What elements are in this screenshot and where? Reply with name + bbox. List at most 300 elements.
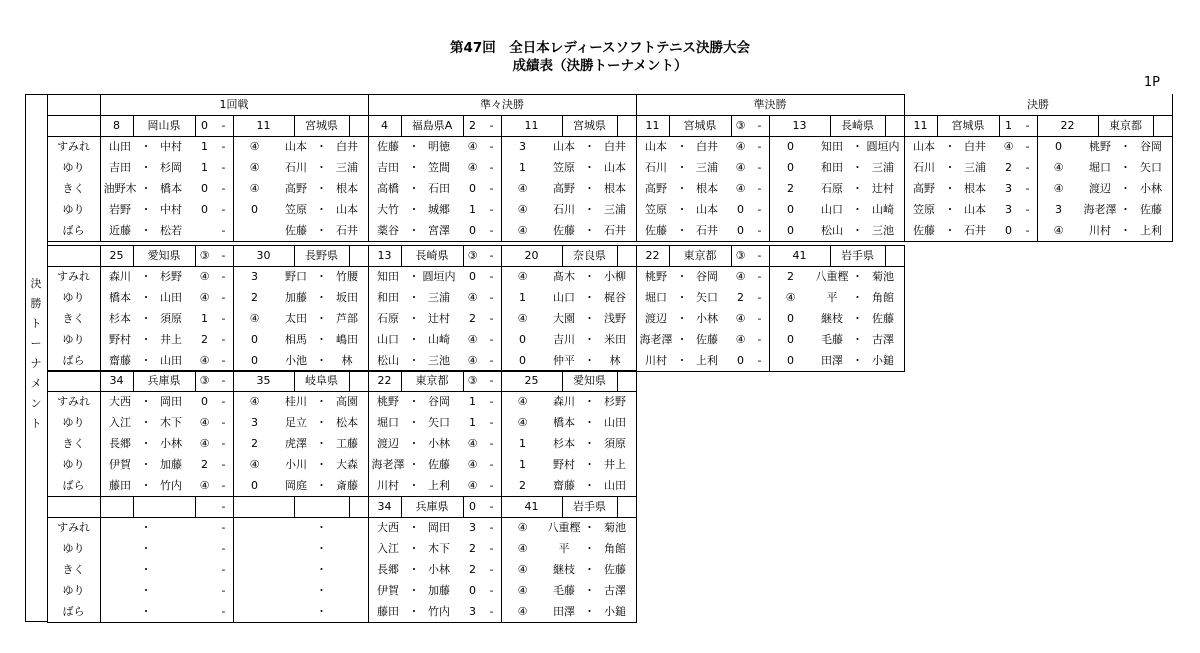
match-border xyxy=(1172,115,1173,241)
player-name: 斎藤 xyxy=(336,478,358,492)
dot-separator: ・ xyxy=(140,202,152,216)
row-label: ゆり xyxy=(62,457,85,471)
team-left-score: ③ xyxy=(735,248,746,262)
match-header-divider xyxy=(617,370,618,391)
player-name: 橋本 xyxy=(553,415,575,429)
dot-separator: ・ xyxy=(852,332,863,346)
round-header: 決勝 xyxy=(1027,97,1049,111)
player-name: 佐藤 xyxy=(553,223,575,237)
game-score: ④ xyxy=(249,457,260,471)
player-name: 白井 xyxy=(604,139,626,153)
player-name: 工藤 xyxy=(336,436,358,450)
player-name: 小池 xyxy=(285,353,307,367)
row-label: すみれ xyxy=(57,520,90,534)
dot-separator: ・ xyxy=(316,583,327,597)
dot-separator: ・ xyxy=(316,269,327,283)
player-name: 石原 xyxy=(377,311,399,325)
match-header-divider xyxy=(617,245,618,266)
dot-separator: ・ xyxy=(676,332,688,346)
game-score: 0 xyxy=(737,202,744,216)
score-dash: - xyxy=(221,202,226,216)
player-name: 笠原 xyxy=(913,202,935,216)
game-score: ④ xyxy=(517,562,528,576)
player-name: 高橋 xyxy=(377,181,399,195)
team-right-number: 30 xyxy=(256,248,271,262)
game-score: 0 xyxy=(519,332,526,346)
team-left-score: ③ xyxy=(199,248,210,262)
player-name: 佐藤 xyxy=(645,223,667,237)
team-left-number: 8 xyxy=(113,118,120,132)
score-dash: - xyxy=(757,332,762,346)
team-right-name: 長崎県 xyxy=(841,118,874,132)
row-label: ばら xyxy=(62,604,85,618)
score-dash: - xyxy=(489,373,494,387)
player-name: 根本 xyxy=(336,181,358,195)
dot-separator: ・ xyxy=(408,353,420,367)
dot-separator: ・ xyxy=(584,457,595,471)
game-score: 0 xyxy=(469,269,476,283)
side-label xyxy=(25,274,47,434)
player-name: 渡辺 xyxy=(377,436,399,450)
score-dash: - xyxy=(1025,202,1030,216)
side-label-char: メ xyxy=(30,377,42,390)
score-dash: - xyxy=(221,436,226,450)
player-name: 野口 xyxy=(285,269,307,283)
player-name: 谷岡 xyxy=(1140,139,1162,153)
score-dash: - xyxy=(221,604,226,618)
dot-separator: ・ xyxy=(584,269,595,283)
player-name: 笠原 xyxy=(285,202,307,216)
game-score: ④ xyxy=(199,290,210,304)
dot-separator: ・ xyxy=(140,478,152,492)
player-name: 小林 xyxy=(428,562,450,576)
score-dash: - xyxy=(757,290,762,304)
player-name: 入江 xyxy=(109,415,131,429)
score-dash: - xyxy=(489,332,494,346)
player-name: 佐藤 xyxy=(913,223,935,237)
player-name xyxy=(150,581,192,601)
score-dash: - xyxy=(489,415,494,429)
game-score: ④ xyxy=(735,160,746,174)
game-score xyxy=(195,560,214,580)
player-name: 仲平 xyxy=(553,353,575,367)
dot-separator: ・ xyxy=(584,290,595,304)
game-score: ④ xyxy=(467,332,478,346)
player-name: 杉本 xyxy=(553,436,575,450)
score-dash: - xyxy=(489,290,494,304)
dot-separator: ・ xyxy=(944,202,956,216)
player-name: 中村 xyxy=(160,139,182,153)
document-subtitle: 成績表（決勝トーナメント） xyxy=(512,58,688,74)
row-label: きく xyxy=(62,562,85,576)
dot-separator: ・ xyxy=(584,520,595,534)
dot-separator: ・ xyxy=(944,160,956,174)
game-score: ④ xyxy=(1003,139,1014,153)
player-name: 菊池 xyxy=(604,520,626,534)
player-name: 杉野 xyxy=(160,269,182,283)
round-header: 準々決勝 xyxy=(480,97,524,111)
player-name xyxy=(100,602,140,622)
game-score: 1 xyxy=(201,139,208,153)
team-left-number xyxy=(100,497,133,517)
dot-separator: ・ xyxy=(408,290,420,304)
game-score: ④ xyxy=(517,394,528,408)
player-name: 山崎 xyxy=(872,202,894,216)
page-number: 1P xyxy=(1143,75,1160,90)
team-left-name: 福島県A xyxy=(411,118,453,132)
score-dash: - xyxy=(489,583,494,597)
team-right-name: 岩手県 xyxy=(573,499,606,513)
dot-separator: ・ xyxy=(316,478,327,492)
game-score: 2 xyxy=(201,332,208,346)
dot-separator: ・ xyxy=(676,181,688,195)
game-score: ④ xyxy=(735,332,746,346)
player-name: 井上 xyxy=(604,457,626,471)
game-score: 2 xyxy=(469,562,476,576)
player-name: 小林 xyxy=(696,311,718,325)
player-name: 伊賀 xyxy=(109,457,131,471)
player-name: 岡庭 xyxy=(285,478,307,492)
player-name xyxy=(276,539,316,559)
dot-separator: ・ xyxy=(316,562,327,576)
dot-separator: ・ xyxy=(676,311,688,325)
score-dash: - xyxy=(489,353,494,367)
game-score: 0 xyxy=(201,181,208,195)
player-name xyxy=(100,581,140,601)
score-dash: - xyxy=(489,541,494,555)
score-dash: - xyxy=(489,478,494,492)
game-score xyxy=(233,539,276,559)
player-name: 髙木 xyxy=(553,269,575,283)
side-label-char: ナ xyxy=(30,357,42,370)
team-left-name xyxy=(133,497,195,517)
dot-separator: ・ xyxy=(408,478,420,492)
score-dash: - xyxy=(757,223,762,237)
score-dash: - xyxy=(221,160,226,174)
player-name: 松山 xyxy=(821,223,843,237)
player-name: 嶋田 xyxy=(336,332,358,346)
match-border xyxy=(636,370,637,496)
player-name: 加藤 xyxy=(285,290,307,304)
score-dash: - xyxy=(221,499,226,513)
player-name: 佐藤 xyxy=(696,332,718,346)
player-name xyxy=(276,602,316,622)
dot-separator: ・ xyxy=(316,332,327,346)
player-name: 三浦 xyxy=(604,202,626,216)
game-score: 3 xyxy=(469,604,476,618)
dot-separator: ・ xyxy=(140,332,152,346)
dot-separator: ・ xyxy=(316,181,327,195)
player-name: 三浦 xyxy=(428,290,450,304)
player-name: 石川 xyxy=(285,160,307,174)
dot-separator: ・ xyxy=(140,457,152,471)
score-dash: - xyxy=(757,311,762,325)
score-dash: - xyxy=(489,181,494,195)
team-left-score: ③ xyxy=(467,373,478,387)
player-name: 海老澤 xyxy=(371,457,405,471)
player-name: 油野木 xyxy=(103,181,137,195)
dot-separator: ・ xyxy=(408,269,420,283)
game-score: 0 xyxy=(469,583,476,597)
match-header-divider xyxy=(349,245,350,266)
row-label: ゆり xyxy=(62,332,85,346)
dot-separator: ・ xyxy=(676,160,688,174)
team-left-score: 1 xyxy=(1005,118,1012,132)
player-name: 白井 xyxy=(336,139,358,153)
player-name: 川村 xyxy=(645,353,667,367)
game-score: ④ xyxy=(517,202,528,216)
game-score: 3 xyxy=(251,415,258,429)
dot-separator: ・ xyxy=(944,139,956,153)
player-name: 上利 xyxy=(696,353,718,367)
player-name: 相馬 xyxy=(285,332,307,346)
outer-border-bottom xyxy=(25,621,47,622)
game-score: 1 xyxy=(469,202,476,216)
player-name: 八重樫 xyxy=(547,520,581,534)
player-name: 梶谷 xyxy=(604,290,626,304)
game-score: 1 xyxy=(519,290,526,304)
dot-separator: ・ xyxy=(140,604,152,618)
dot-separator: ・ xyxy=(316,311,327,325)
game-score xyxy=(195,518,214,538)
game-score: ④ xyxy=(517,415,528,429)
dot-separator: ・ xyxy=(140,436,152,450)
dot-separator: ・ xyxy=(676,269,688,283)
dot-separator: ・ xyxy=(316,604,327,618)
player-name: 三池 xyxy=(872,223,894,237)
player-name: 継枝 xyxy=(821,311,843,325)
player-name: 橋本 xyxy=(160,181,182,195)
player-name: 林 xyxy=(341,353,353,367)
team-left-score: ③ xyxy=(199,373,210,387)
player-name: 松山 xyxy=(377,353,399,367)
player-name: 宮澤 xyxy=(428,223,450,237)
game-score: ④ xyxy=(735,311,746,325)
player-name: 桂川 xyxy=(285,394,307,408)
player-name: 山田 xyxy=(160,353,182,367)
player-name: 足立 xyxy=(285,415,307,429)
player-name: 石井 xyxy=(604,223,626,237)
player-name xyxy=(326,518,368,538)
dot-separator: ・ xyxy=(584,223,595,237)
player-name: 杉岡 xyxy=(160,160,182,174)
dot-separator: ・ xyxy=(408,562,420,576)
player-name: 石原 xyxy=(821,181,843,195)
side-label-char: ン xyxy=(30,397,42,410)
player-name: 加藤 xyxy=(428,583,450,597)
team-left-name: 兵庫県 xyxy=(147,373,181,387)
player-name: 角館 xyxy=(604,541,626,555)
dot-separator: ・ xyxy=(316,436,327,450)
team-left-number: 11 xyxy=(645,118,660,132)
game-score: 0 xyxy=(519,353,526,367)
dot-separator: ・ xyxy=(676,353,688,367)
team-left-score: 2 xyxy=(469,118,476,132)
game-score: ④ xyxy=(199,478,210,492)
game-score: 0 xyxy=(787,223,794,237)
match-header-divider xyxy=(349,496,350,517)
player-name: 和田 xyxy=(377,290,399,304)
game-score: 3 xyxy=(519,139,526,153)
player-name: 山崎 xyxy=(428,332,450,346)
dot-separator: ・ xyxy=(140,181,152,195)
row-label: ばら xyxy=(62,223,85,237)
team-right-name: 宮城県 xyxy=(573,118,606,132)
player-name: 山本 xyxy=(604,160,626,174)
dot-separator: ・ xyxy=(140,415,152,429)
score-dash: - xyxy=(489,520,494,534)
dot-separator: ・ xyxy=(852,202,863,216)
player-name: 佐藤 xyxy=(428,457,450,471)
score-dash: - xyxy=(1025,160,1030,174)
player-name: 松若 xyxy=(160,223,182,237)
team-left-name: 宮城県 xyxy=(951,118,985,132)
game-score: 3 xyxy=(469,520,476,534)
player-name: 堀口 xyxy=(1089,160,1111,174)
dot-separator: ・ xyxy=(1120,160,1131,174)
row-label: すみれ xyxy=(57,139,90,153)
dot-separator: ・ xyxy=(408,436,420,450)
game-score: ④ xyxy=(199,269,210,283)
game-score: 1 xyxy=(519,436,526,450)
dot-separator: ・ xyxy=(316,415,327,429)
player-name: 松本 xyxy=(336,415,358,429)
score-dash: - xyxy=(221,415,226,429)
player-name: 八重樫 xyxy=(815,269,849,283)
player-name: 石川 xyxy=(913,160,935,174)
game-score: ④ xyxy=(467,290,478,304)
dot-separator: ・ xyxy=(676,223,688,237)
game-score: ④ xyxy=(785,290,796,304)
player-name: 毛藤 xyxy=(821,332,843,346)
row-label: ゆり xyxy=(62,415,85,429)
player-name xyxy=(150,560,192,580)
row-label: ばら xyxy=(62,478,85,492)
player-name: 三浦 xyxy=(696,160,718,174)
player-name: 竹内 xyxy=(428,604,450,618)
player-name: 平 xyxy=(558,541,570,555)
player-name: 矢口 xyxy=(428,415,450,429)
player-name: 坂田 xyxy=(336,290,358,304)
player-name: 笠間 xyxy=(428,160,450,174)
player-name: 杉本 xyxy=(109,311,131,325)
dot-separator: ・ xyxy=(316,223,327,237)
player-name: 石川 xyxy=(645,160,667,174)
game-score: 2 xyxy=(201,457,208,471)
game-score: ④ xyxy=(1053,181,1064,195)
game-score: ④ xyxy=(467,160,478,174)
player-name: 竹腰 xyxy=(336,269,358,283)
score-dash: - xyxy=(221,353,226,367)
dot-separator: ・ xyxy=(408,583,420,597)
game-score: 0 xyxy=(1055,139,1062,153)
player-name: 吉田 xyxy=(377,160,399,174)
player-name: 藤田 xyxy=(377,604,399,618)
game-score: ④ xyxy=(517,269,528,283)
team-right-name xyxy=(294,497,349,517)
dot-separator: ・ xyxy=(316,353,327,367)
game-score xyxy=(233,602,276,622)
game-score: 2 xyxy=(787,181,794,195)
player-name: 古澤 xyxy=(604,583,626,597)
player-name: 近藤 xyxy=(109,223,131,237)
game-score: 0 xyxy=(787,353,794,367)
dot-separator: ・ xyxy=(408,457,420,471)
game-score: 1 xyxy=(469,415,476,429)
player-name: 川村 xyxy=(377,478,399,492)
dot-separator: ・ xyxy=(852,311,863,325)
score-dash: - xyxy=(489,499,494,513)
score-dash: - xyxy=(489,436,494,450)
dot-separator: ・ xyxy=(584,394,595,408)
player-name: 角館 xyxy=(872,290,894,304)
match-header-divider xyxy=(1153,115,1154,136)
game-score: 0 xyxy=(251,202,258,216)
player-name: 岩野 xyxy=(109,202,131,216)
row-label: きく xyxy=(62,181,85,195)
game-score: 2 xyxy=(737,290,744,304)
score-dash: - xyxy=(489,311,494,325)
row-label: すみれ xyxy=(57,394,90,408)
side-label-char: 決 xyxy=(30,277,42,290)
dot-separator: ・ xyxy=(140,520,152,534)
game-score: ④ xyxy=(517,223,528,237)
game-score: 1 xyxy=(519,457,526,471)
score-dash: - xyxy=(221,332,226,346)
dot-separator: ・ xyxy=(852,160,863,174)
player-name: 太田 xyxy=(285,311,307,325)
player-name: 大森 xyxy=(336,457,358,471)
row-label: ゆり xyxy=(62,202,85,216)
game-score: 0 xyxy=(201,394,208,408)
score-dash: - xyxy=(221,139,226,153)
score-dash: - xyxy=(489,223,494,237)
score-dash: - xyxy=(221,562,226,576)
dot-separator: ・ xyxy=(408,332,420,346)
player-name: 山口 xyxy=(553,290,575,304)
player-name: 橋本 xyxy=(109,290,131,304)
row-label: ばら xyxy=(62,353,85,367)
player-name: 岡田 xyxy=(160,394,182,408)
player-name: 佐藤 xyxy=(285,223,307,237)
player-name: 須原 xyxy=(160,311,182,325)
team-left-name: 兵庫県 xyxy=(415,499,449,513)
player-name: 石井 xyxy=(696,223,718,237)
player-name: 根本 xyxy=(964,181,986,195)
game-score: ④ xyxy=(735,181,746,195)
game-score xyxy=(195,221,214,241)
team-left-name: 東京都 xyxy=(683,248,717,262)
game-score: ④ xyxy=(249,139,260,153)
team-left-number: 11 xyxy=(913,118,928,132)
dot-separator: ・ xyxy=(408,415,420,429)
player-name: 長郷 xyxy=(109,436,131,450)
side-label-char: ト xyxy=(30,417,42,430)
player-name xyxy=(326,602,368,622)
score-dash: - xyxy=(221,248,226,262)
game-score: 0 xyxy=(737,353,744,367)
score-dash: - xyxy=(489,160,494,174)
dot-separator: ・ xyxy=(408,139,420,153)
team-left-number: 34 xyxy=(377,499,392,513)
team-left-number: 22 xyxy=(377,373,392,387)
player-name: 高園 xyxy=(336,394,358,408)
player-name: 圓垣内 xyxy=(866,139,900,153)
dot-separator: ・ xyxy=(584,332,595,346)
player-name: 古澤 xyxy=(872,332,894,346)
player-name: 田澤 xyxy=(553,604,575,618)
game-score: ④ xyxy=(249,394,260,408)
